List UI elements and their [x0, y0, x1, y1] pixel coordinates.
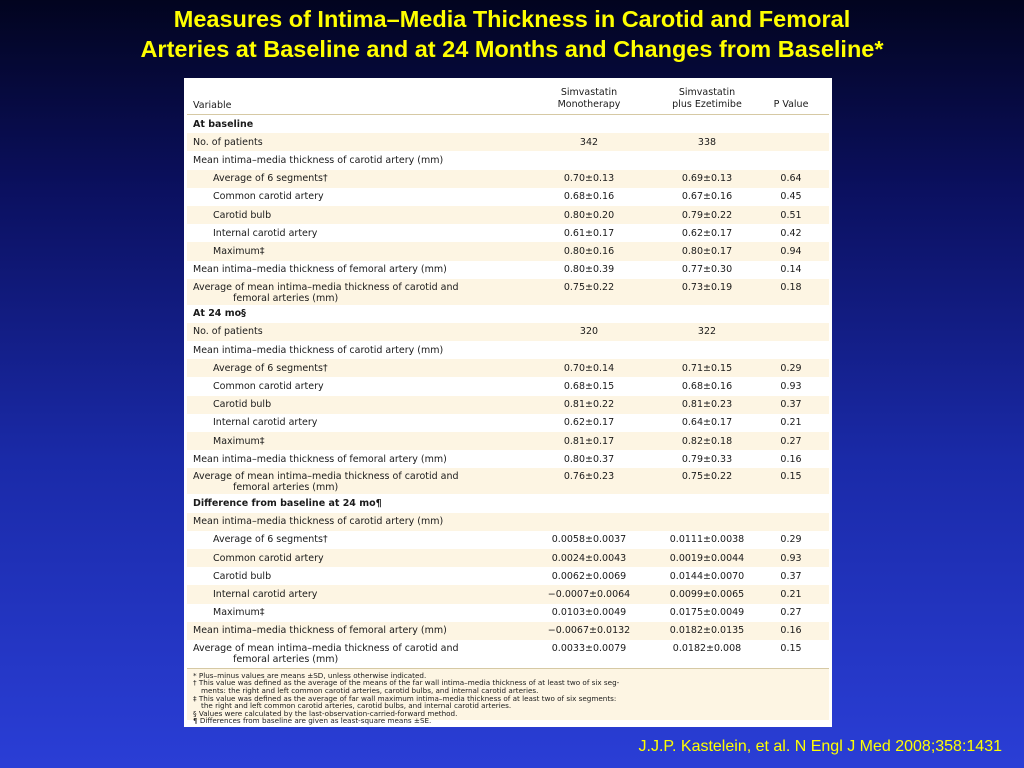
value-ezetimibe: 0.0144±0.0070 [669, 570, 745, 582]
p-value: 0.29 [780, 534, 802, 546]
row-label: Carotid bulb [213, 570, 272, 582]
value-simvastatin: 0.68±0.15 [563, 381, 615, 393]
value-ezetimibe: 0.0019±0.0044 [669, 552, 745, 564]
table-header [187, 82, 829, 115]
value-ezetimibe: 322 [697, 326, 717, 338]
table-row [187, 305, 829, 323]
footnote: § Values were calculated by the last-observation-carried-forward method. [193, 708, 458, 718]
table-row [187, 279, 829, 305]
p-value: 0.93 [780, 552, 802, 564]
row-label: Mean intima–media thickness of carotid artery (mm) [193, 154, 444, 166]
table-row [187, 261, 829, 279]
footnote: * Plus–minus values are means ±SD, unless otherwise indicated. [193, 670, 427, 680]
table-row [187, 133, 829, 151]
results-table [184, 78, 832, 727]
value-simvastatin: 0.62±0.17 [563, 417, 615, 429]
row-label: Average of 6 segments† [213, 534, 328, 546]
p-value: 0.15 [780, 642, 802, 654]
value-ezetimibe: 0.0099±0.0065 [669, 588, 745, 600]
row-label: Average of mean intima–media thickness of carotid and femoral arteries (mm) [193, 281, 459, 304]
value-ezetimibe: 0.62±0.17 [681, 227, 733, 239]
table-footnotes [187, 668, 829, 726]
value-ezetimibe: 0.73±0.19 [681, 281, 733, 293]
p-value: 0.16 [780, 453, 802, 465]
value-ezetimibe: 0.0182±0.0135 [669, 625, 745, 637]
value-simvastatin: 0.81±0.17 [563, 435, 615, 447]
table-row [187, 377, 829, 395]
table-row [187, 450, 829, 468]
value-simvastatin: −0.0067±0.0132 [547, 625, 631, 637]
p-value: 0.16 [780, 625, 802, 637]
table-row [187, 188, 829, 206]
row-label: Common carotid artery [213, 552, 324, 564]
value-ezetimibe: 0.75±0.22 [681, 471, 733, 483]
p-value: 0.42 [780, 227, 802, 239]
row-label: Average of mean intima–media thickness of carotid and femoral arteries (mm) [193, 471, 459, 494]
table-row [187, 604, 829, 622]
row-label: Maximum‡ [213, 245, 265, 257]
p-value: 0.64 [780, 173, 802, 185]
row-label: At 24 mo§ [193, 308, 246, 320]
p-value: 0.15 [780, 471, 802, 483]
value-simvastatin: 0.0058±0.0037 [551, 534, 627, 546]
p-value: 0.27 [780, 607, 802, 619]
p-value: 0.93 [780, 381, 802, 393]
table-row [187, 513, 829, 531]
table-row [187, 341, 829, 359]
slide-title [0, 4, 1024, 64]
value-ezetimibe: 0.82±0.18 [681, 435, 733, 447]
row-label: At baseline [193, 118, 254, 130]
p-value: 0.94 [780, 245, 802, 257]
row-label: Maximum‡ [213, 607, 265, 619]
title-line-2: Arteries at Baseline and at 24 Months and Changes from Baseline* [140, 36, 884, 62]
value-ezetimibe: 0.0111±0.0038 [669, 534, 745, 546]
table-row [187, 151, 829, 169]
value-ezetimibe: 338 [697, 136, 717, 148]
value-ezetimibe: 0.69±0.13 [681, 173, 733, 185]
row-label: Common carotid artery [213, 191, 324, 203]
row-label: Internal carotid artery [213, 417, 318, 429]
value-ezetimibe: 0.68±0.16 [681, 381, 733, 393]
p-value: 0.27 [780, 435, 802, 447]
value-simvastatin: 0.70±0.13 [563, 173, 615, 185]
footnote: ¶ Differences from baseline are given as least-square means ±SE. [193, 716, 432, 726]
value-ezetimibe: 0.71±0.15 [681, 362, 733, 374]
title-line-1: Measures of Intima–Media Thickness in Carotid and Femoral [173, 6, 851, 32]
p-value: 0.45 [780, 191, 802, 203]
row-label: No. of patients [193, 136, 263, 148]
value-simvastatin: 0.81±0.22 [563, 399, 615, 411]
value-ezetimibe: 0.67±0.16 [681, 191, 733, 203]
footnote: † This value was defined as the average of the means of the far wall intima–media thickness of at least two of six seg- [193, 678, 620, 688]
table-body [187, 115, 829, 666]
table-row [187, 494, 829, 512]
table-row [187, 622, 829, 640]
row-label: Difference from baseline at 24 mo¶ [193, 497, 382, 509]
row-label: Internal carotid artery [213, 227, 318, 239]
p-value: 0.29 [780, 362, 802, 374]
header-simvastatin-ezetimibe: Simvastatin plus Ezetimibe [672, 87, 742, 110]
value-ezetimibe: 0.77±0.30 [681, 264, 733, 276]
table-row [187, 323, 829, 341]
value-simvastatin: 0.80±0.39 [563, 264, 615, 276]
value-simvastatin: 0.75±0.22 [563, 281, 615, 293]
row-label: Average of 6 segments† [213, 362, 328, 374]
value-simvastatin: 0.80±0.37 [563, 453, 615, 465]
value-ezetimibe: 0.81±0.23 [681, 399, 733, 411]
value-simvastatin: 320 [579, 326, 599, 338]
row-label: Mean intima–media thickness of carotid artery (mm) [193, 516, 444, 528]
row-label: Average of 6 segments† [213, 173, 328, 185]
table-row [187, 468, 829, 494]
p-value: 0.21 [780, 588, 802, 600]
value-simvastatin: 0.0024±0.0043 [551, 552, 627, 564]
table-row [187, 224, 829, 242]
value-ezetimibe: 0.0182±0.008 [672, 642, 742, 654]
value-ezetimibe: 0.64±0.17 [681, 417, 733, 429]
header-simvastatin-monotherapy: Simvastatin Monotherapy [557, 87, 621, 110]
value-simvastatin: −0.0007±0.0064 [547, 588, 631, 600]
value-ezetimibe: 0.80±0.17 [681, 245, 733, 257]
value-ezetimibe: 0.79±0.33 [681, 453, 733, 465]
value-simvastatin: 0.80±0.16 [563, 245, 615, 257]
table-row [187, 549, 829, 567]
value-simvastatin: 0.61±0.17 [563, 227, 615, 239]
row-label: Mean intima–media thickness of femoral artery (mm) [193, 264, 447, 276]
row-label: Carotid bulb [213, 399, 272, 411]
row-label: Mean intima–media thickness of femoral artery (mm) [193, 453, 447, 465]
table-row [187, 414, 829, 432]
value-simvastatin: 0.68±0.16 [563, 191, 615, 203]
p-value: 0.21 [780, 417, 802, 429]
value-simvastatin: 0.0033±0.0079 [551, 642, 627, 654]
row-label: Common carotid artery [213, 381, 324, 393]
value-simvastatin: 0.70±0.14 [563, 362, 615, 374]
table-row [187, 432, 829, 450]
table-row [187, 242, 829, 260]
header-variable: Variable [193, 100, 232, 111]
row-label: Carotid bulb [213, 209, 272, 221]
p-value: 0.37 [780, 570, 802, 582]
header-p-value: P Value [773, 99, 809, 110]
value-simvastatin: 0.0062±0.0069 [551, 570, 627, 582]
row-label: Average of mean intima–media thickness of carotid and femoral arteries (mm) [193, 642, 459, 665]
table-row [187, 206, 829, 224]
value-simvastatin: 0.80±0.20 [563, 209, 615, 221]
row-label: Internal carotid artery [213, 588, 318, 600]
row-label: Maximum‡ [213, 435, 265, 447]
row-label: No. of patients [193, 326, 263, 338]
p-value: 0.37 [780, 399, 802, 411]
table-row [187, 396, 829, 414]
p-value: 0.18 [780, 281, 802, 293]
row-label: Mean intima–media thickness of femoral artery (mm) [193, 625, 447, 637]
value-simvastatin: 0.0103±0.0049 [551, 607, 627, 619]
p-value: 0.14 [780, 264, 802, 276]
table-row [187, 531, 829, 549]
citation: J.J.P. Kastelein, et al. N Engl J Med 2008;358:1431 [638, 738, 1002, 755]
footnote: ments: the right and left common carotid arteries, carotid bulbs, and internal carotid arteries. [201, 686, 539, 696]
table-row [187, 359, 829, 377]
value-simvastatin: 342 [579, 136, 599, 148]
table-row [187, 640, 829, 666]
value-simvastatin: 0.76±0.23 [563, 471, 615, 483]
table-row [187, 585, 829, 603]
footnote: ‡ This value was defined as the average of far wall maximum intima–media thickness of at least two of six segments: [193, 693, 617, 703]
footnote: the right and left common carotid arteries, carotid bulbs, and internal carotid arteries. [201, 701, 512, 711]
table-row [187, 115, 829, 133]
table-row [187, 567, 829, 585]
row-label: Mean intima–media thickness of carotid artery (mm) [193, 344, 444, 356]
p-value: 0.51 [780, 209, 802, 221]
value-ezetimibe: 0.0175±0.0049 [669, 607, 745, 619]
value-ezetimibe: 0.79±0.22 [681, 209, 733, 221]
table-row [187, 170, 829, 188]
